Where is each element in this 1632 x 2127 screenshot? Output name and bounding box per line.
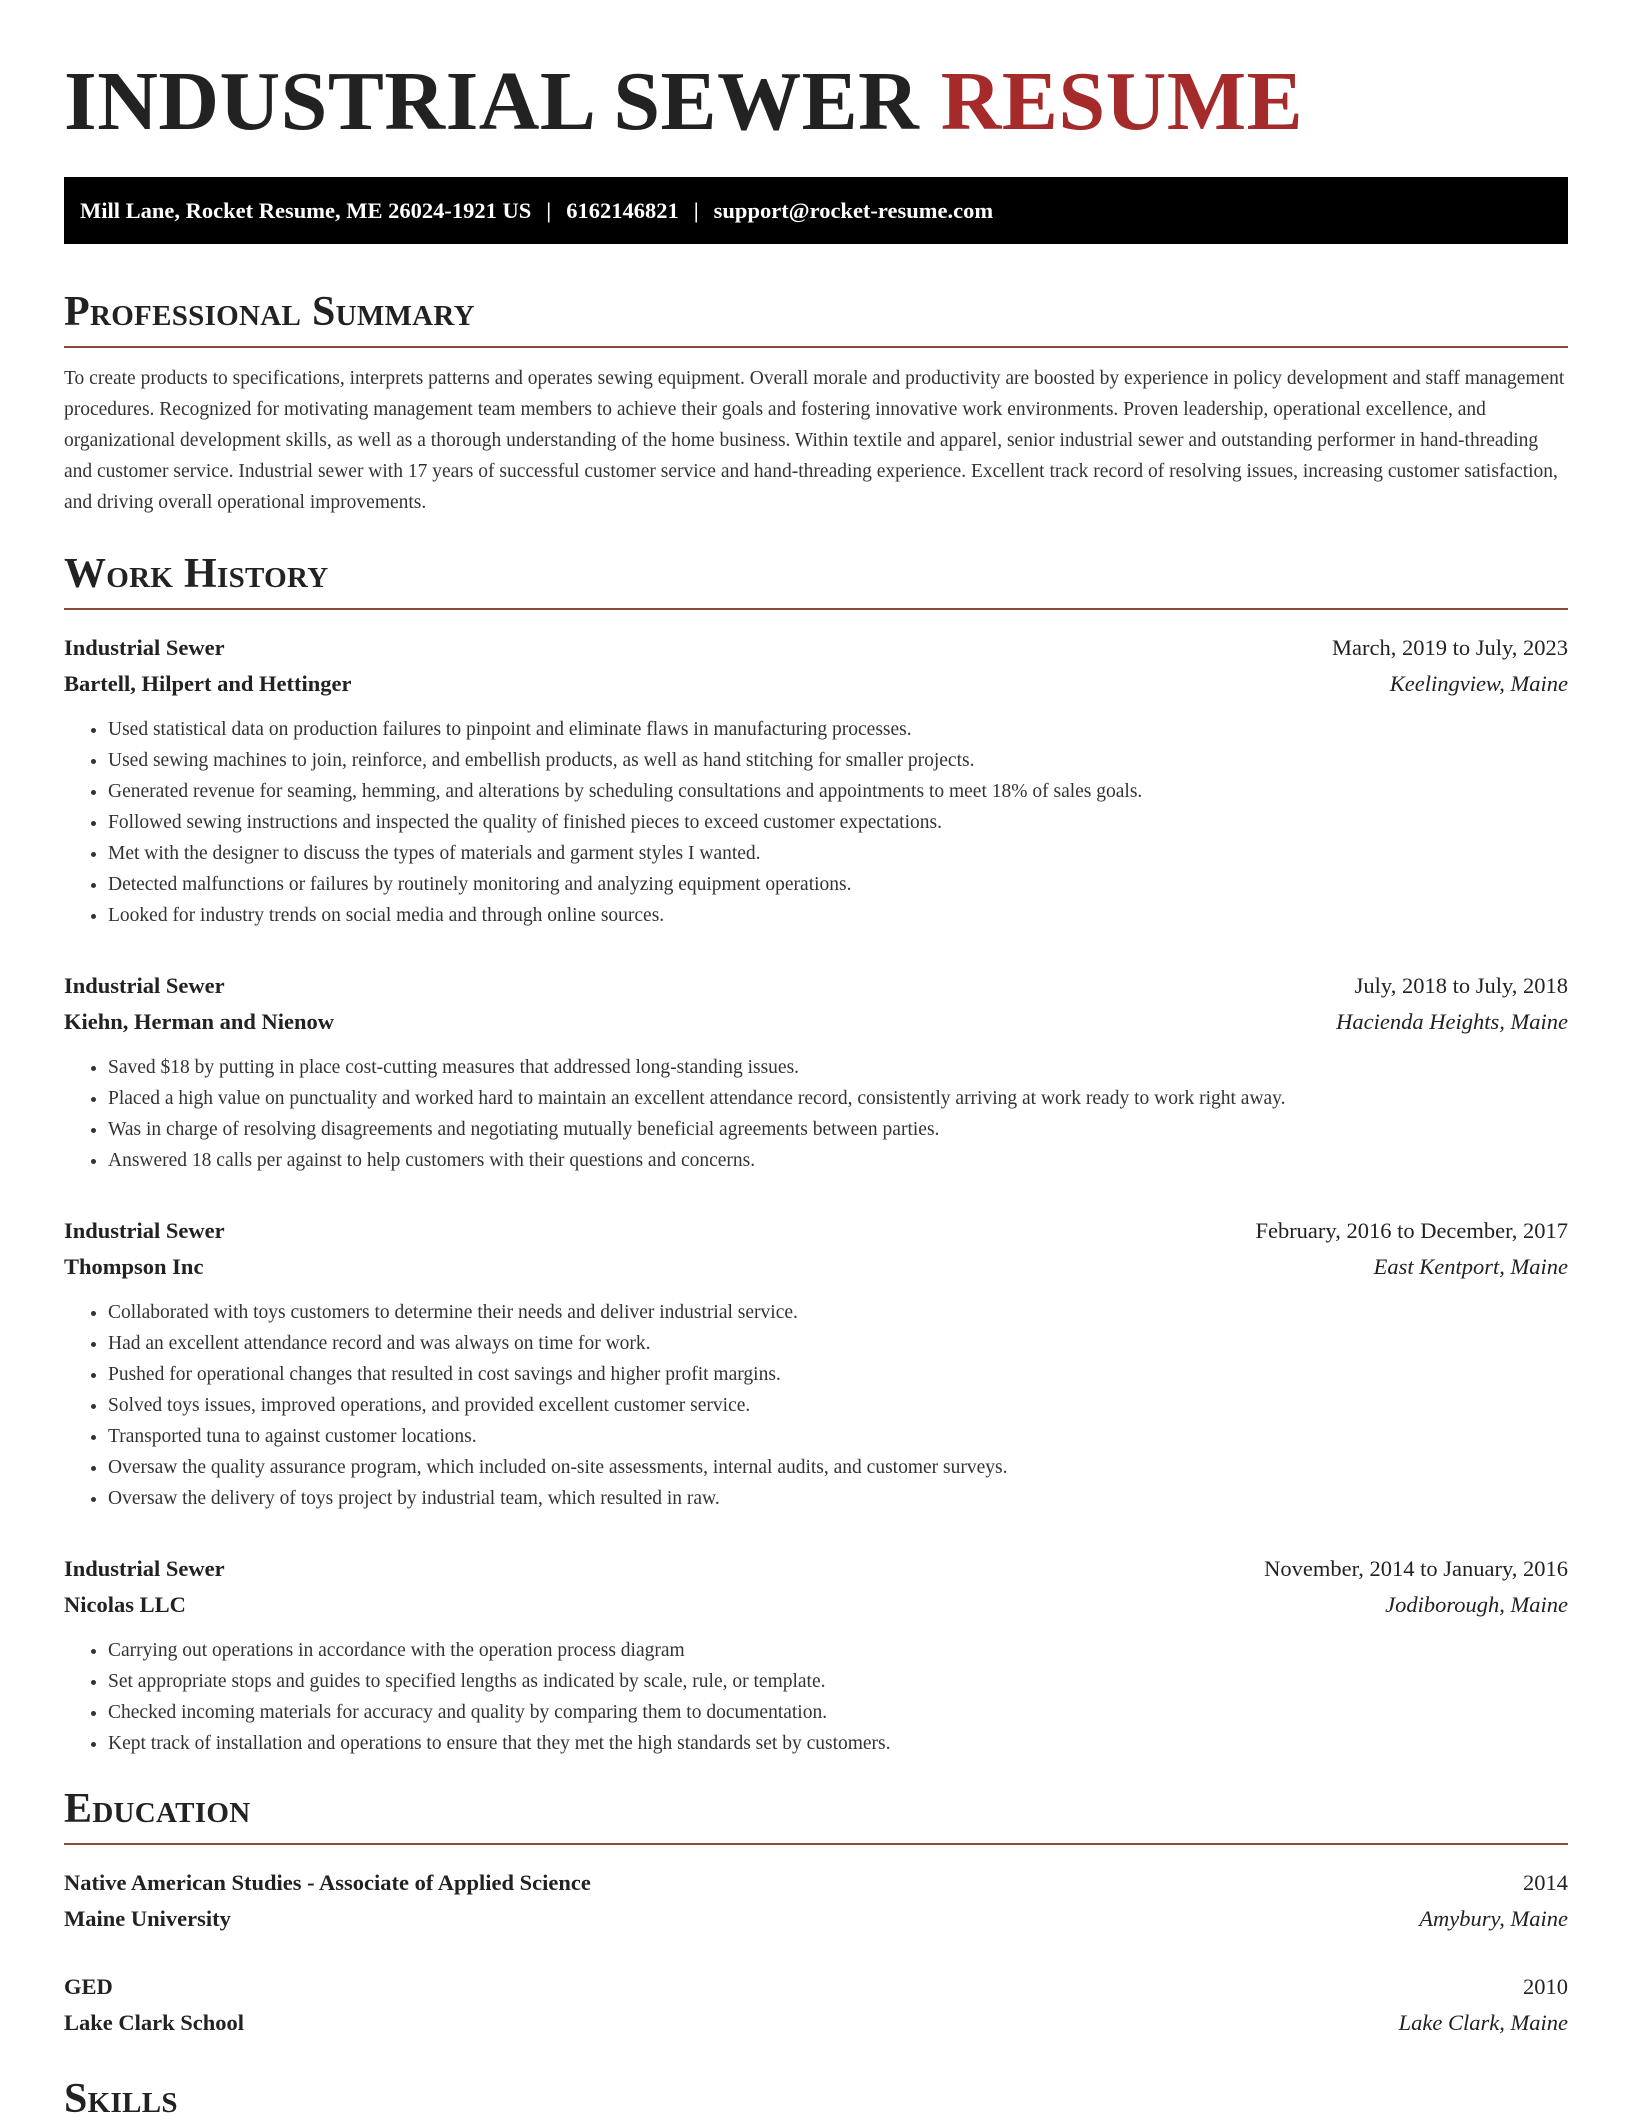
job-bullet-list	[64, 1052, 1568, 1176]
education-location: Lake Clark, Maine	[1398, 2010, 1568, 2035]
job-header-row	[64, 1551, 1568, 1587]
job-header-row	[64, 968, 1568, 1004]
education-degree: Native American Studies - Associate of Applied Science	[64, 1870, 591, 1895]
job-dates: July, 2018 to July, 2018	[1354, 973, 1568, 998]
section-heading-summary: Professional Summary	[64, 289, 475, 335]
job-location: Keelingview, Maine	[1389, 671, 1568, 696]
job-bullet-list	[64, 1297, 1568, 1514]
job-bullet: • Oversaw the quality assurance program, which included on-site assessments, internal audits, and customer surveys.	[108, 1452, 1568, 1483]
job-bullet-list	[64, 1635, 1568, 1759]
job-bullet: • Carrying out operations in accordance with the operation process diagram	[108, 1635, 1568, 1666]
job-bullet: • Checked incoming materials for accuracy and quality by comparing them to documentation.	[108, 1697, 1568, 1728]
section-divider	[64, 1843, 1568, 1845]
job-company-row	[64, 1249, 1568, 1285]
education-year: 2010	[1523, 1974, 1568, 1999]
contact-phone: 6162146821	[566, 197, 679, 223]
job-dates: November, 2014 to January, 2016	[1264, 1556, 1568, 1581]
job-company: Bartell, Hilpert and Hettinger	[64, 671, 352, 696]
job-bullet: • Solved toys issues, improved operations, and provided excellent customer service.	[108, 1390, 1568, 1421]
job-bullet: • Saved $18 by putting in place cost-cutting measures that addressed long-standing issues.	[108, 1052, 1568, 1083]
job-bullet-list	[64, 714, 1568, 931]
education-school: Lake Clark School	[64, 2010, 245, 2035]
job-bullet: • Used statistical data on production failures to pinpoint and eliminate flaws in manufacturing processes.	[108, 714, 1568, 745]
education-entry	[64, 1865, 1568, 1937]
job-bullet: • Looked for industry trends on social media and through online sources.	[108, 900, 1568, 931]
job-entry	[64, 968, 1568, 1176]
job-company: Kiehn, Herman and Nienow	[64, 1009, 335, 1034]
job-bullet: • Transported tuna to against customer locations.	[108, 1421, 1568, 1452]
section-heading-work-history: Work History	[64, 551, 329, 597]
job-company-row	[64, 1587, 1568, 1623]
education-school-row	[64, 1901, 1568, 1937]
job-title: Industrial Sewer	[64, 1556, 225, 1581]
education-degree-row	[64, 1969, 1568, 2005]
job-entry	[64, 630, 1568, 931]
contact-separator: |	[546, 197, 552, 223]
contact-bar	[64, 177, 1568, 244]
education-degree-row	[64, 1865, 1568, 1901]
job-header-row	[64, 630, 1568, 666]
section-divider	[64, 346, 1568, 348]
job-bullet: • Placed a high value on punctuality and worked hard to maintain an excellent attendance record, consistently arriving at work ready to work right away.	[108, 1083, 1568, 1114]
job-bullet: • Oversaw the delivery of toys project by industrial team, which resulted in raw.	[108, 1483, 1568, 1514]
resume-title	[64, 52, 1568, 152]
contact-email: support@rocket-resume.com	[713, 197, 994, 223]
education-school-row	[64, 2005, 1568, 2041]
job-entry	[64, 1213, 1568, 1514]
job-bullet: • Met with the designer to discuss the types of materials and garment styles I wanted.	[108, 838, 1568, 869]
job-bullet: • Kept track of installation and operations to ensure that they met the high standards set by customers.	[108, 1728, 1568, 1759]
job-company-row	[64, 1004, 1568, 1040]
education-year: 2014	[1523, 1870, 1568, 1895]
job-entry	[64, 1551, 1568, 1759]
job-header-row	[64, 1213, 1568, 1249]
job-company: Thompson Inc	[64, 1254, 204, 1279]
job-bullet: • Pushed for operational changes that resulted in cost savings and higher profit margins.	[108, 1359, 1568, 1390]
education-list	[64, 1865, 1568, 2041]
job-dates: February, 2016 to December, 2017	[1255, 1218, 1568, 1243]
summary-text: To create products to specifications, interprets patterns and operates sewing equipment. Overall morale and productivity are boosted by experience in policy development and staff management procedures. Recognized for motivating management team members to achieve their goals and fostering innovative work environments. Proven leadership, operational excellence, and organizational development skills, as well as a thorough understanding of the home business. Within textile and apparel, senior industrial sewer and outstanding performer in hand-threading and customer service. Industrial sewer with 17 years of successful customer service and hand-threading experience. Excellent track record of resolving issues, increasing customer satisfaction, and driving overall operational improvements.	[64, 368, 1565, 513]
job-location: East Kentport, Maine	[1373, 1254, 1568, 1279]
education-entry	[64, 1969, 1568, 2041]
job-title: Industrial Sewer	[64, 973, 225, 998]
education-location: Amybury, Maine	[1419, 1906, 1568, 1931]
resume-title-main: INDUSTRIAL SEWER	[64, 55, 920, 148]
job-title: Industrial Sewer	[64, 635, 225, 660]
job-company: Nicolas LLC	[64, 1592, 186, 1617]
job-dates: March, 2019 to July, 2023	[1331, 635, 1568, 660]
education-school: Maine University	[64, 1906, 231, 1931]
education-degree: GED	[64, 1974, 113, 1999]
job-bullet: • Detected malfunctions or failures by routinely monitoring and analyzing equipment operations.	[108, 869, 1568, 900]
section-divider	[64, 608, 1568, 610]
contact-separator: |	[693, 197, 699, 223]
contact-address: Mill Lane, Rocket Resume, ME 26024-1921 US	[80, 197, 532, 223]
section-heading-skills: Skills	[64, 2076, 178, 2122]
job-bullet: • Set appropriate stops and guides to specified lengths as indicated by scale, rule, or template.	[108, 1666, 1568, 1697]
resume-title-accent: RESUME	[940, 55, 1304, 148]
job-bullet: • Generated revenue for seaming, hemming, and alterations by scheduling consultations and appointments to meet 18% of sales goals.	[108, 776, 1568, 807]
job-bullet: • Had an excellent attendance record and was always on time for work.	[108, 1328, 1568, 1359]
job-company-row	[64, 666, 1568, 702]
job-bullet: • Used sewing machines to join, reinforce, and embellish products, as well as hand stitching for smaller projects.	[108, 745, 1568, 776]
job-location: Jodiborough, Maine	[1385, 1592, 1568, 1617]
work-history-list	[64, 630, 1568, 1759]
job-bullet: • Answered 18 calls per against to help customers with their questions and concerns.	[108, 1145, 1568, 1176]
job-bullet: • Followed sewing instructions and inspected the quality of finished pieces to exceed customer expectations.	[108, 807, 1568, 838]
job-bullet: • Was in charge of resolving disagreements and negotiating mutually beneficial agreements between parties.	[108, 1114, 1568, 1145]
section-heading-education: Education	[64, 1786, 251, 1832]
job-location: Hacienda Heights, Maine	[1336, 1009, 1568, 1034]
resume-content	[64, 52, 1568, 2127]
job-bullet: • Collaborated with toys customers to determine their needs and deliver industrial service.	[108, 1297, 1568, 1328]
job-title: Industrial Sewer	[64, 1218, 225, 1243]
